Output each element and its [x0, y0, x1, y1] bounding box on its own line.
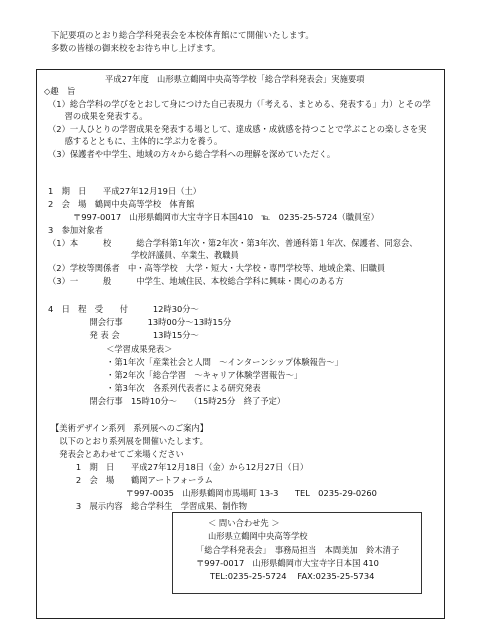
schedule-year1: ・第1年次「産業社会と人間 ～インターンシップ体験報告～」	[48, 357, 343, 367]
document-title: 平成27年度 山形県立鶴岡中央高等学校「総合学科発表会」実施要項	[105, 74, 365, 84]
contact-staff: 「総合学科発表会」 事務局担当 本間美加 鈴木清子	[196, 545, 400, 555]
detail-participants-school: （1）本 校 総合学科第1年次・第2年次・第3年次、普通科第１年次、保護者、同窓会、	[48, 238, 418, 248]
schedule-closing: 閉会行事 15時10分～ （15時25分 終了予定）	[48, 396, 286, 406]
detail-date: 1 期 日 平成27年12月19日（土）	[48, 186, 202, 196]
purpose-line: 習の成果を発表する。	[48, 111, 148, 121]
exhibition-date: 1 期 日 平成27年12月18日（金）から12月27日（日）	[51, 462, 309, 472]
intro-line: 多数の皆様の御来校をお待ち申し上げます。	[51, 44, 221, 54]
schedule-opening: 開会行事 13時00分～13時15分	[48, 317, 232, 327]
detail-venue: 2 会 場 鶴岡中央高等学校 体育館	[48, 199, 195, 209]
schedule-presentation: 発 表 会 13時15分～	[48, 330, 199, 340]
intro-text	[51, 30, 314, 56]
purpose-heading: ◇趣 旨	[44, 86, 76, 96]
detail-participants-heading: 3 参加対象者	[48, 225, 104, 235]
purpose-line: （3）保護者や中学生、地域の方々から総合学科への理解を深めていただく。	[48, 149, 336, 159]
exhibition-address: 〒997-0035 山形県鶴岡市馬場町 13-3 TEL 0235-29-0260	[51, 488, 377, 498]
purpose-line: 感するとともに、主体的に学ぶ力を養う。	[48, 136, 223, 146]
schedule-results-heading: ＜学習成果発表＞	[48, 344, 173, 354]
exhibition-heading: 【美術デザイン系列 系列展へのご案内】	[51, 423, 209, 433]
detail-participants-general: （3）一 般 中学生、地域住民、本校総合学科に興味・関心のある方	[48, 276, 344, 286]
contact-school: 山形県立鶴岡中央高等学校	[208, 531, 308, 541]
exhibition-invite: 発表会とあわせてご来場ください	[51, 449, 184, 459]
contact-phone: TEL:0235-25-5724 FAX:0235-25-5734	[210, 571, 375, 581]
purpose-line: （1）総合学科の学びをとおして身につけた自己表現力（「考える、まとめる、発表する」力）とその学	[48, 99, 431, 109]
detail-participants-related: （2）学校等関係者 中・高等学校 大学・短大・大学校・専門学校等、地域企業、旧職員	[48, 263, 386, 273]
schedule-reception: 4 日 程 受 付 12時30分～	[48, 304, 199, 314]
detail-participants-school-cont: 学校評議員、卒業生、教職員	[48, 250, 239, 260]
detail-address: 〒997-0017 山形県鶴岡市大宝寺字日本国410 ℡ 0235-25-5724（職員室）	[48, 212, 379, 222]
exhibition-intro: 以下のとおり系列展を開催いたします。	[51, 436, 208, 446]
schedule-year3: ・第3年次 各系列代表者による研究発表	[48, 383, 261, 393]
exhibition-content: 3 展示内容 総合学科生 学習成果、制作物	[51, 501, 248, 511]
schedule-year2: ・第2年次「総合学習 ～キャリア体験学習報告～」	[48, 370, 303, 380]
purpose-line: （2）一人ひとりの学習成果を発表する場として、達成感・成就感を持つことで学ぶことの楽しさを実	[48, 124, 427, 134]
contact-address: 〒997-0017 山形県鶴岡市大宝寺字日本国 410	[196, 558, 379, 568]
exhibition-venue: 2 会 場 鶴岡アートフォーラム	[51, 475, 213, 485]
intro-line: 下記要項のとおり総合学科発表会を本校体育館にて開催いたします。	[51, 31, 314, 41]
contact-heading: ＜ 問い合わせ先 ＞	[208, 518, 280, 528]
